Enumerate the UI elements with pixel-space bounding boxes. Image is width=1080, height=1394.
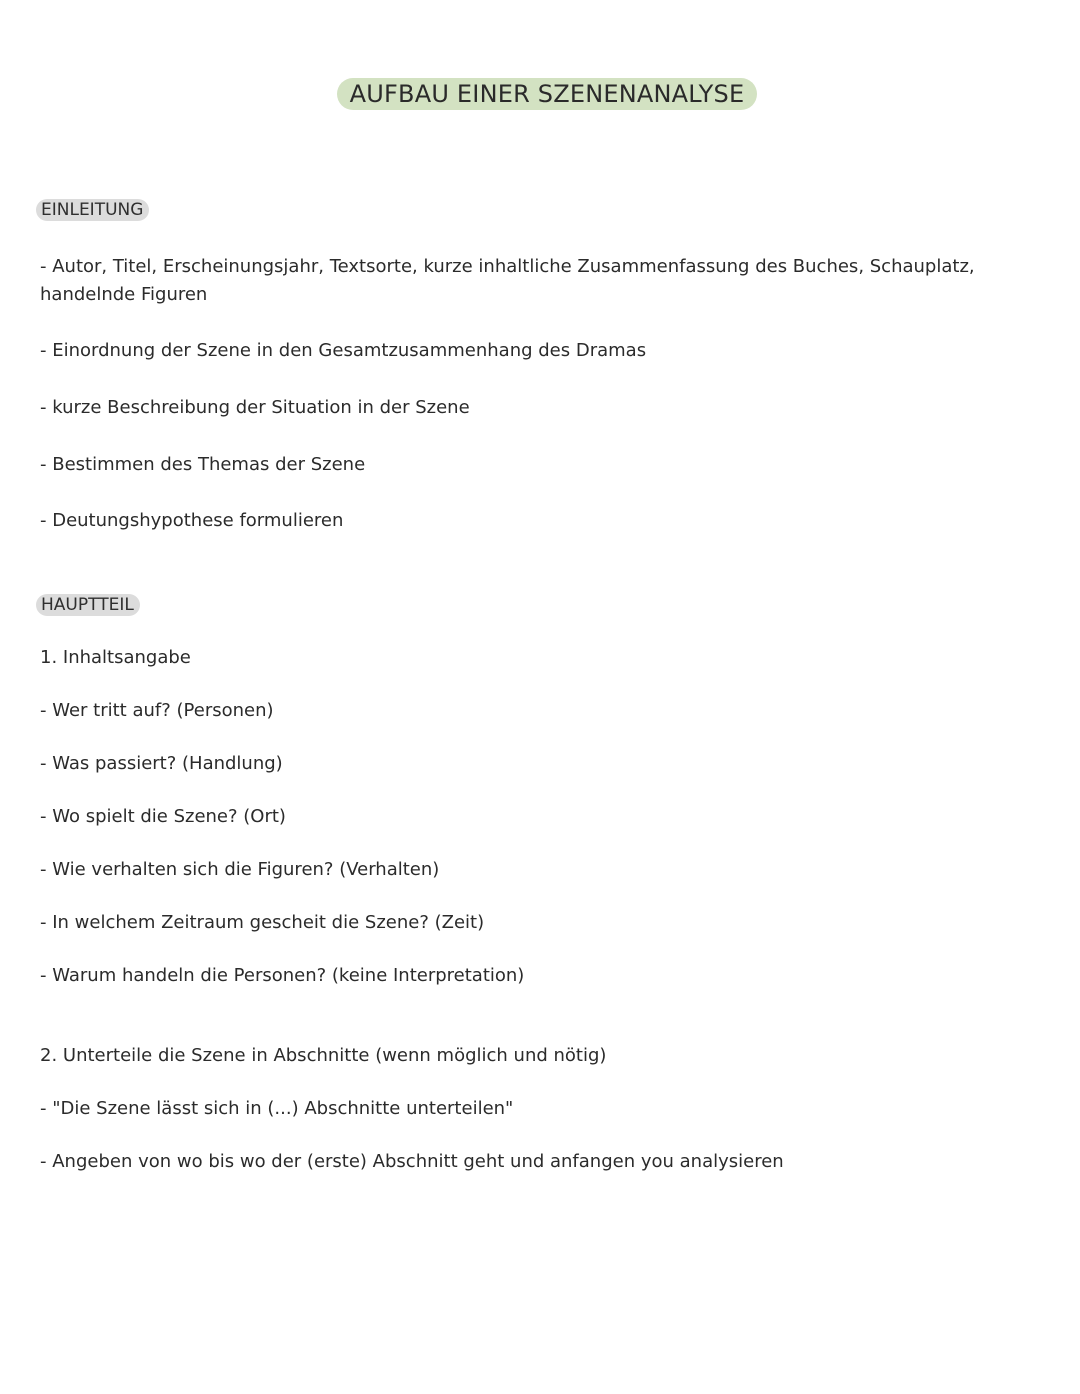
hauptteil-section2-item: - Angeben von wo bis wo der (erste) Abschnitt geht und anfangen you analysieren [40, 1151, 784, 1172]
einleitung-item: - Bestimmen des Themas der Szene [40, 454, 366, 475]
hauptteil-section1-item: - Warum handeln die Personen? (keine Interpretation) [40, 965, 525, 986]
einleitung-item: - Autor, Titel, Erscheinungsjahr, Textsorte, kurze inhaltliche Zusammenfassung des Buches, Schauplatz, handelnde Figuren [40, 256, 975, 305]
section-label-hauptteil: HAUPTTEIL [36, 594, 140, 616]
section-label-einleitung: EINLEITUNG [36, 199, 149, 221]
hauptteil-section2-heading: 2. Unterteile die Szene in Abschnitte (wenn möglich und nötig) [40, 1045, 607, 1066]
hauptteil-section1-item: - In welchem Zeitraum gescheit die Szene? (Zeit) [40, 912, 485, 933]
einleitung-item: - Deutungshypothese formulieren [40, 510, 344, 531]
hauptteil-section1-item: - Wo spielt die Szene? (Ort) [40, 806, 286, 827]
page-title: AUFBAU EINER SZENENANALYSE [337, 78, 757, 110]
einleitung-item: - kurze Beschreibung der Situation in der Szene [40, 397, 470, 418]
einleitung-item: - Einordnung der Szene in den Gesamtzusammenhang des Dramas [40, 340, 647, 361]
hauptteil-section1-heading: 1. Inhaltsangabe [40, 647, 191, 668]
hauptteil-section2-item: - "Die Szene lässt sich in (...) Abschnitte unterteilen" [40, 1098, 514, 1119]
hauptteil-section1-item: - Was passiert? (Handlung) [40, 753, 283, 774]
hauptteil-section1-item: - Wer tritt auf? (Personen) [40, 700, 274, 721]
hauptteil-section1-item: - Wie verhalten sich die Figuren? (Verhalten) [40, 859, 440, 880]
